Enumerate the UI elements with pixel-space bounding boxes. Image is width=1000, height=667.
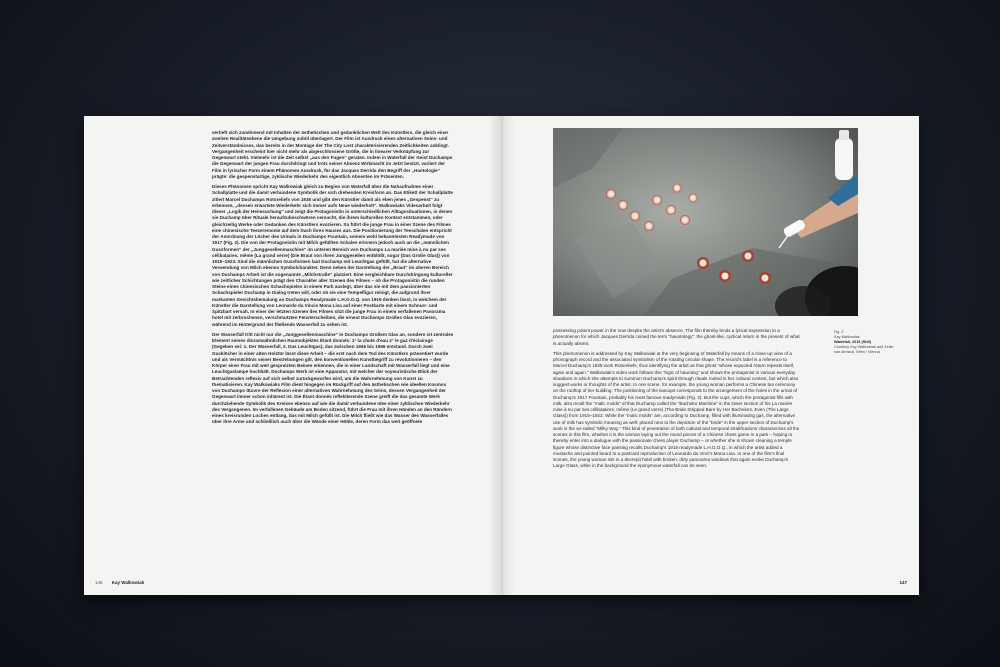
- caption-fig-number: Fig. 2: [834, 330, 844, 334]
- left-page: [84, 116, 501, 595]
- book-spread: [84, 116, 919, 595]
- photo-illustration: [553, 128, 858, 316]
- left-paragraph-1: vertieft sich zunehmend mit Inhalten der ästhetischen und gedanklichen Welt des Künstlers, die gleich einer zweiten Realitätsebene die Umgebung subtil überlagert. Der Film ist Ausdruck eines alternativen Seins- und Zeitverständnisses, das bereits in der Montage der The City Lost charakterisierenden Zeitlichkeiten anklingt. Vergangenheit erscheint hier nicht mehr als abgeschlossene Größe, die in linearer Verknüpfung zur Gegenwart steht. Vielmehr ist die Zeit selbst „aus den Fugen“ geraten. Indem in Waterfall der Geist Duchamps die Gegenwart der jungen Frau durchdringt und trotz seiner Absenz Wirkmacht im Jetzt besitzt, variiert der Film in lyrischer Form einem Phänomen Ausdruck, für das Jacques Derrida den Begriff der „Hantologie“ prägte: die gespenstartige, zyklische Wiederkehr des eigentlich Absenten im Präsenten.: [212, 130, 453, 179]
- left-paragraph-2: Dieses Phänomen spricht Kay Walkowiak gleich zu Beginn von Waterfall über die Nahaufnahme einer Schallplatte und die damit verbundene Symbolik der sich drehenden Kreisform an. Das Etikett der Schallplatte zitiert Marcel Duchamps Rotoreliefs von 1935 und gibt den Künstler damit als eben jenes „Gespenst“ zu erkennen, „dessen erwartete Wiederkehr sich immer aufs Neue wiederholt“. Walkowiaks Videoarbeit folgt dieser „Logik der Heimsuchung“ und zeigt die Protagonistin in unterschiedlichen Alltagssituationen, in denen sie Duchamp über Rituale heraufzubeschwören versucht, die ihrem kulturellen Kontext entstammen, oder gleichzeitig Werke oder Gedanken des Künstlers evozieren. So führt die junge Frau in einer Szene des Filmes eine chinesische Teezeremonie auf dem Dach ihres Hauses aus. Die Positionierung der Teeschalen entspricht der Anordnung der Löcher des Urinals in Duchamps Fountain, seinem wohl bekanntesten Readymade von 1917 (Fig. 2). Die von der Protagonistin mit Milch gefüllten Schalen erinnern jedoch auch an die „männlichen Gussformen“ der „Junggesellenmaschine“ im unteren Bereich von Duchamps La mariée mise à nu par ses célibataires, même (La grand verre) (Die Braut von ihren Junggesellen entblößt, sogar (Das Große Glas)) von 1915–1923. Sind die männlichen Gussformen laut Duchamp mit Leuchtgas gefüllt, hat die alternative Verwendung von Milch ebenso Symbolcharakter. Denn neben der Darstellung der „Braut“ im oberen Bereich von Duchamps Arbeit ist die sogenannte „Milchstraße“ platziert. Eine vergleichbare Durchdringung kultureller wie zeitlicher Schichtungen prägt den Charakter aller Szenen des Filmes – ob die Protagonistin die runden Steine eines chinesischen Schachspieles in einem Park auslegt, über das sie mit dem passionierten Schachspieler Duchamp in Dialog treten will, oder ob sie eine Tempelfigur reinigt, die aufgrund ihrer markanten Gesichtsbemalung an Duchamps Readymade L.H.O.O.Q. von 1919 denken lässt, in welchem der Künstler die Darstellung von Leonardo da Vincis Mona Lisa auf einer Postkarte mit einem Schnurr- und Spitzbart versah. In einer der letzten Szenen des Filmes sitzt die junge Frau in einem verfallenen Panorama hotel mit zerbrochenen, verschmutzten Fensterscheiben, die erneut Duchamps Großes Glas evozieren, während im Hintergrund der fließende Wasserfall zu sehen ist.: [212, 184, 453, 327]
- caption-work: Waterfall, 2016 (Still): [834, 340, 871, 344]
- left-text-column: [212, 130, 454, 430]
- tea-ceremony-photo: [553, 128, 858, 316]
- right-text-column: [553, 328, 801, 474]
- left-page-number: 146: [95, 580, 103, 585]
- left-running-head: Kay Walkowiak: [111, 580, 145, 585]
- figure-caption: [834, 330, 896, 355]
- right-paragraph-2: This phenomenon is addressed by Kay Walkowiak at the very beginning of Waterfall by means of a close-up view of a phonograph record and the associated symbolism of the rotating circular shape. The record's label is a reference to Marcel Duchamp's 1935 work Rotoreliefs, thus identifying the artist as that ghost “whose expected return repeats itself, again and again.” Walkowiak's video work follows this “logic of haunting” and shows the protagonist in various everyday situations in which she attempts to summon Duchamp's spirit through rituals rooted in her cultural context, but which also suggest works or thoughts of the artist. In one scene, for example, the young woman performs a Chinese tea ceremony on the rooftop of her building. The positioning of the teacups corresponds to the arrangement of the holes in the urinal of Duchamp's 1917 Fountain, probably his most famous readymade (Fig. 2). But the cups, which the protagonist fills with milk, also recall the “malic molds” of that Duchamp called the “Bachelor Machine” in the lower section of his La mariée mise à nu par ses célibataires, même (Le grand verre) (The Bride Stripped Bare by Her Bachelors, Even (The Large Glass)) from 1915–1923. While the “malic molds” are, according to Duchamp, filled with illuminating gas, the alternative use of milk has symbolic meaning as well: placed next to the depiction of the “bride” in the upper section of Duchamp's work is the so-called “Milky Way.” This kind of penetration of both cultural and temporal stratifications characterizes all the scenes in this film, whether it is the woman laying out the round pieces of a Chinese chess game in a park – hoping to thereby enter into a dialogue with the passionate chess player Duchamp – or whether she is shown cleaning a temple figure whose distinctive face painting recalls Duchamp's 1919 readymade L.H.O.O.Q., in which the artist added a mustache and pointed beard to a postcard reproduction of Leonardo da Vinci's Mona Lisa. In one of the film's final scenes, the young woman sits in a decrepit hotel with broken, dirty panorama windows that again evoke Duchamp's Large Glass, while in the background the eponymous waterfall can be seen.: [553, 350, 800, 469]
- caption-credit: Courtesy Kay Walkowiak and Zeller van Almsick, Wien / Vienna: [834, 345, 894, 354]
- right-page: [502, 116, 919, 595]
- caption-artist: Kay Walkowiak: [834, 335, 860, 339]
- right-paragraph-1: possessing potent power in the now despite the artist's absence. The film thereby lends a lyrical expression to a phenomenon for which Jacques Derrida coined the term “hauntology”: the ghost-like, cyclical return in the present of what is actually absent.: [553, 328, 800, 346]
- left-paragraph-3: Der Wasserfall tritt nicht nur die „Junggesellenmaschine“ in Duchamps Großem Glas an, sondern ist zentrales Element seines dioramaähnlichen Raumobjektes Étant donnés: 1° la chute d'eau 2° le gaz d'éclairage (Gegeben sei: 1. Der Wasserfall, 2. Das Leuchtgas), das zwischen 1946 bis 1966 entstand. Durch zwei Gucklöcher in einer alten Holztür lässt diese Arbeit – die erst nach dem Tod des Künstlers präsentiert wurde und als Vermächtnis seiner Bestrebungen gilt, den konventionellen Kunstbegriff zu revolutionieren – den Körper einer Frau mit weit gespreizten Beinen erkennen, die in einer Landschaft mit Wasserfall liegt und eine Leuchtgaslampe hochhält. Duchamps Werk ist eine Apparatur, mit welcher der voyeuristische Blick der Betrachtenden reflexiv auf sich selbst zurückgeworfen wird, um die Wahrnehmung von Kunst zu thematisieren. Kay Walkowiaks Film dient hingegen im Rückgriff auf den ästhetischen wie ideellen Kosmos von Duchamps Œuvre der Reflexion einer alternativen Wahrnehmung des Seins, dessen Vergangenheit der Gegenwart immer schon inhärent ist. Die Étant donnés reflektierende Szene greift die das gesamte Werk durchziehende Symbolik des Kreises ebenso auf wie die damit verbundene Idee einer zyklischen Wiederkehr des Vergangenen. Im verfallenen Gebäude am Boden sitzend, führt die Frau mit ihren Händen an den Rändern eines kreisrunden Loches entlang, das mit Milch gefüllt ist. Die Milch fließt wie das Wasser des Wasserfalles über ihre Arme und schließlich auch über die Wände einer Höhle, deren Form das weit geöffnete: [212, 331, 454, 425]
- right-page-number: 147: [899, 580, 907, 585]
- left-folio: [95, 580, 144, 585]
